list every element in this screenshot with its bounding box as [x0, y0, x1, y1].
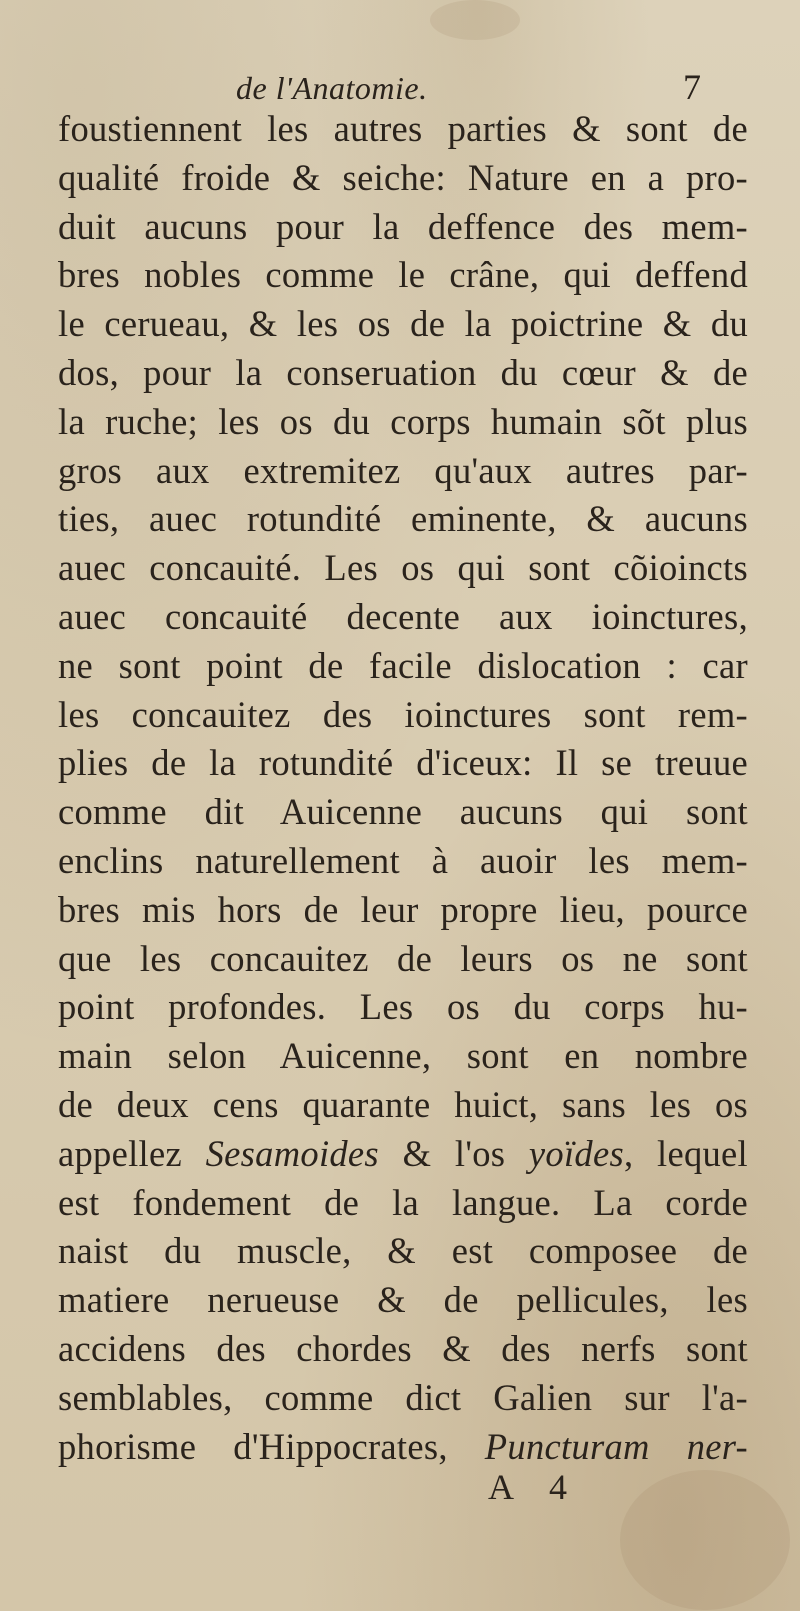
- text-line: main selon Auicenne, sont en nombre: [58, 1035, 748, 1077]
- text-line: est fondement de la langue. La corde: [58, 1181, 748, 1223]
- text-line: auec concauité decente aux ioinctures,: [58, 595, 748, 637]
- text-run: & l'os: [378, 1132, 529, 1174]
- text-line: de deux cens quarante huict, sans les os: [58, 1083, 748, 1125]
- text-line: auec concauité. Les os qui sont cõioincts: [58, 547, 748, 589]
- text-line: dos, pour la conseruation du cœur & de: [58, 351, 748, 393]
- text-line: bres nobles comme le crâne, qui deffend: [58, 254, 748, 296]
- paper-stain: [620, 1470, 790, 1610]
- text-line: bres mis hors de leur propre lieu, pource: [58, 888, 748, 930]
- italic-term: yoïdes: [528, 1132, 624, 1174]
- text-line: naist du muscle, & est composee de: [58, 1230, 748, 1272]
- text-line: ties, auec rotundité eminente, & aucuns: [58, 498, 748, 540]
- text-line: enclins naturellement à auoir les mem-: [58, 839, 748, 881]
- text-line-mixed: [58, 1423, 748, 1472]
- text-line: point profondes. Les os du corps hu-: [58, 986, 748, 1028]
- text-line: comme dit Auicenne aucuns qui sont: [58, 791, 748, 833]
- italic-term: Puncturam ner-: [484, 1425, 748, 1467]
- text-line: ne sont point de facile dislocation : car: [58, 644, 748, 686]
- text-line-mixed: [58, 1130, 748, 1179]
- italic-term: Sesamoides: [205, 1132, 379, 1174]
- text-line: plies de la rotundité d'iceux: Il se treuue: [58, 742, 748, 784]
- text-run: phorisme d'Hippocrates,: [58, 1425, 485, 1467]
- text-line: le cerueau, & les os de la poictrine & du: [58, 303, 748, 345]
- text-line: accidens des chordes & des nerfs sont: [58, 1327, 748, 1369]
- text-run: appellez: [58, 1132, 206, 1174]
- text-line: matiere nerueuse & de pellicules, les: [58, 1279, 748, 1321]
- paper-stain: [430, 0, 520, 40]
- text-line: semblables, comme dict Galien sur l'a-: [58, 1376, 748, 1418]
- text-line: que les concauitez de leurs os ne sont: [58, 937, 748, 979]
- signature-mark: A 4: [488, 1467, 582, 1507]
- page-number: 7: [683, 67, 701, 107]
- text-line: qualité froide & seiche: Nature en a pro-: [58, 156, 748, 198]
- running-head-title: de l'Anatomie.: [236, 70, 428, 106]
- text-line: la ruche; les os du corps humain sõt plus: [58, 400, 748, 442]
- running-head: [0, 60, 800, 110]
- text-line: foustiennent les autres parties & sont de: [58, 108, 748, 149]
- body-text: [58, 105, 748, 1471]
- text-line: gros aux extremitez qu'aux autres par-: [58, 449, 748, 491]
- text-run: , lequel: [623, 1132, 748, 1174]
- text-line: les concauitez des ioinctures sont rem-: [58, 693, 748, 735]
- text-line: duit aucuns pour la deffence des mem-: [58, 205, 748, 247]
